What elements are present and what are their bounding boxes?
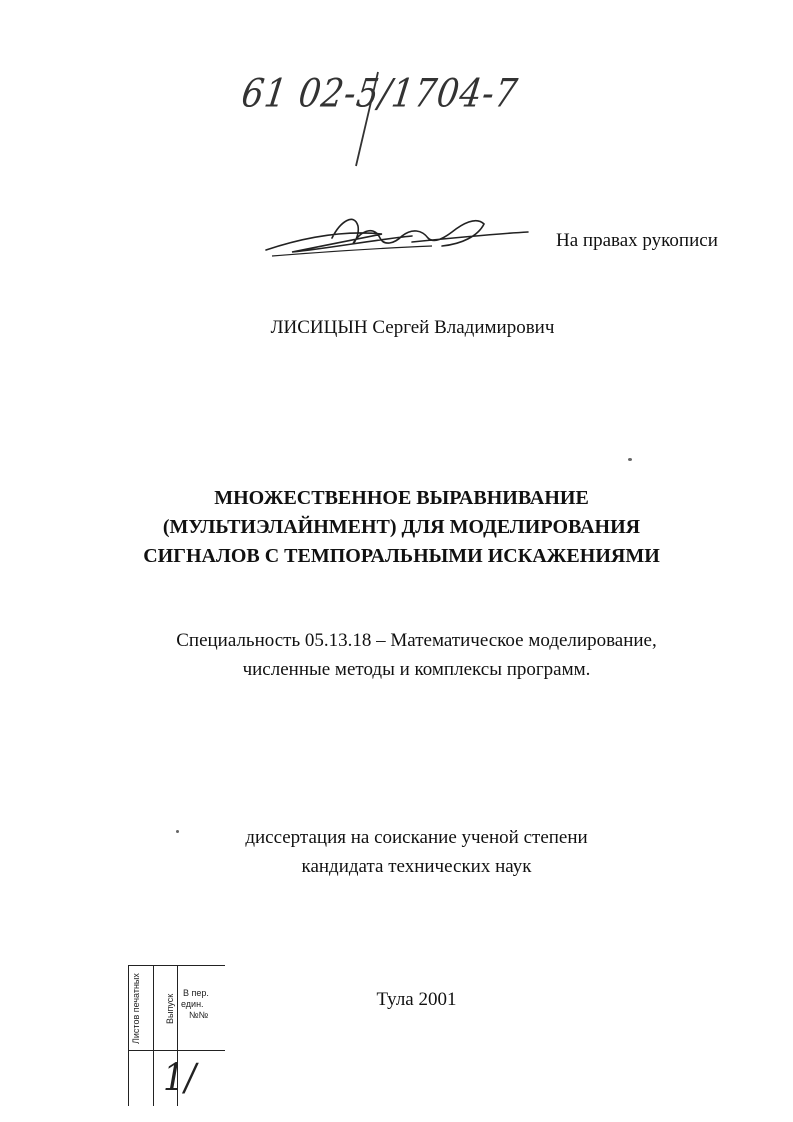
title-line: СИГНАЛОВ С ТЕМПОРАЛЬНЫМИ ИСКАЖЕНИЯМИ (143, 545, 660, 567)
specialty-line: Специальность 05.13.18 – Математическое моделирование, (176, 630, 657, 651)
scan-speck (176, 830, 179, 833)
author-name: ЛИСИЦЫН Сергей Владимирович (270, 317, 555, 338)
city-year: Тула 2001 (376, 989, 457, 1010)
manuscript-label: На правах рукописи (556, 230, 718, 251)
stamp-col2-label: Выпуск (165, 993, 175, 1024)
stamp-col3-line1: В пер. (183, 988, 209, 998)
scan-speck (628, 458, 632, 461)
degree-statement (0, 823, 793, 881)
degree-line: кандидата технических наук (301, 856, 532, 877)
signature (262, 208, 532, 268)
handwritten-slash-stroke (348, 70, 388, 170)
title-line: МНОЖЕСТВЕННОЕ ВЫРАВНИВАНИЕ (214, 487, 589, 509)
stamp-col3-line3: №№ (189, 1010, 209, 1020)
stamp-handwritten-mark: 1/ (163, 1056, 197, 1100)
specialty-line: численные методы и комплексы программ. (242, 659, 591, 680)
specialty (0, 626, 793, 684)
dissertation-title (0, 484, 793, 571)
title-line: (МУЛЬТИЭЛАЙНМЕНТ) ДЛЯ МОДЕЛИРОВАНИЯ (162, 516, 641, 538)
stamp-col1-label: Листов печатных (131, 973, 141, 1044)
handwritten-archive-code (236, 62, 536, 172)
handwritten-code-text: 61 02-5/1704-7 (238, 71, 521, 117)
stamp-col3-line2: един. (181, 999, 204, 1009)
stamp-divider (129, 1050, 225, 1051)
degree-line: диссертация на соискание ученой степени (245, 827, 588, 848)
library-stamp (128, 965, 225, 1106)
